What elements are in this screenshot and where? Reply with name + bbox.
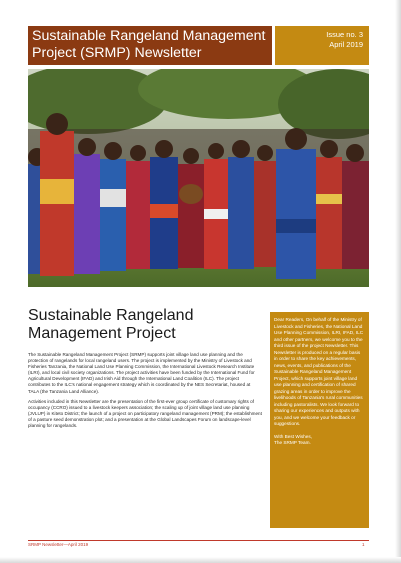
newsletter-title: Sustainable Rangeland Management Project (SRMP) Newsletter [32,28,266,61]
welcome-message: Dear Readers, On behalf of the Ministry of Livestock and Fisheries, the National Land Use Planning Commission, ILRI, IFAD, ILC and other partners, we welcome you to the third issue of the project Newsletter. This Newsletter is produced on a regular basis in order to share the key achievements, news, events, and publications of the Sustainable Rangeland Management Project, which supports joint village land use planning and certification of shared grazing areas in order to improve the livelihoods of Tanzania's rural communities including pastoralists. We look forward to sharing our experiences and outputs with you, and we welcome your feedback or suggestions. [274,317,364,426]
article-title: Sustainable Rangeland Management Project [28,307,194,342]
newsletter-title-banner [28,26,272,65]
cover-photo [28,69,369,287]
article-paragraph: Activities included in this Newsletter are the presentation of the first-ever group certificate of customary rights of occupancy (CCRO) issued to a livestock keepers association; the scaling up of joint village land use planning (JVLUP) in Kiteto District; the launch of a project on participatory rangeland management (PRM); the establishment of a pasture seed demonstration plot; and a presentation at the Global Landscapes Forum on landscape-level planning for rangelands. [28,398,262,429]
welcome-signature: The SRMP Team. [274,440,311,445]
cover-photo-illustration [28,69,369,287]
article-paragraph: The Sustainable Rangeland Management Project (SRMP) supports joint village land use planning and the protection of rangelands for local rangeland users. The project is implemented by the Ministry of Livestock and Fisheries Tanzania, the National Land Use Planning Commission, the International Livestock Research Institute (ILRI), and local civil society organizations. The project activities have been funded by the International Fund for Agricultural Development (IFAD) and Irish Aid through the International Land Coalition (ILC). The project contributes to the ILC's national engagement strategy which is coordinated by the NES Secretariat, housed at TALA (the Tanzania Land Alliance). [28,352,255,394]
issue-box [275,26,369,65]
footer-label: SRMP Newsletter—April 2019 [28,542,89,547]
article-body [28,352,262,433]
welcome-sidebar [270,312,369,528]
issue-date: April 2019 [329,40,363,49]
page-shadow-bottom [0,557,401,563]
page-shadow-right [395,0,401,563]
footer-divider [28,540,369,541]
issue-number: Issue no. 3 [326,30,363,39]
page-number: 1 [362,542,365,547]
welcome-signoff: With Best Wishes, [274,433,313,439]
